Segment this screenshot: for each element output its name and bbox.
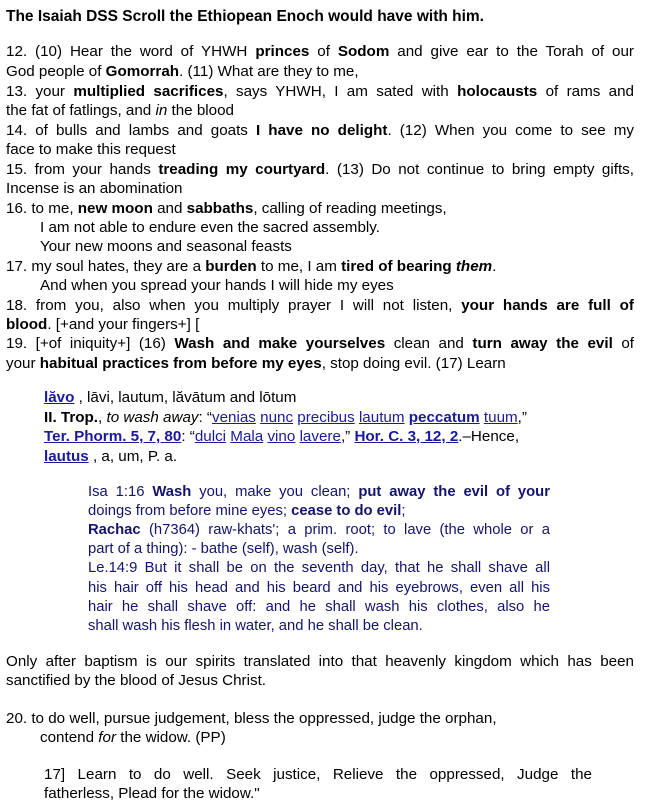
text: : “ [198, 409, 212, 426]
text: (h7364) raw-khats'; a prim. root; to lave (the whole or a [140, 522, 550, 538]
emphasis: princes [255, 43, 310, 60]
verse-line [6, 83, 634, 101]
text: and give ear to the Torah of our [389, 43, 634, 60]
document-title: The Isaiah DSS Scroll the Ethiopean Enoch would have with him. [6, 8, 484, 25]
emphasis: in [155, 102, 168, 119]
reference-link[interactable]: Hor. C. 3, 12, 2 [354, 428, 459, 445]
text: 17. my soul hates, they are a [6, 258, 206, 275]
commentary-line [88, 502, 406, 520]
verse-line: Incense is an abomination [6, 180, 183, 197]
emphasis: to wash away [106, 409, 199, 426]
emphasis: blood [6, 316, 48, 333]
verse-line [6, 335, 634, 353]
commentary-line: hair he shall shave off: and he shall wash his clothes, also he [88, 599, 550, 615]
commentary-line [88, 521, 550, 539]
text: your [6, 355, 40, 372]
paragraph-line: sanctified by the blood of Jesus Christ. [6, 672, 267, 689]
text: the widow. (PP) [116, 729, 226, 746]
emphasis: Wash and make yourselves [174, 335, 386, 352]
emphasis: turn away the evil [472, 335, 613, 352]
verse-line: Your new moons and seasonal feasts [40, 238, 292, 255]
word-link[interactable]: dulci [194, 428, 227, 445]
text: to me, I am [256, 258, 342, 275]
emphasis: new moon [77, 200, 153, 217]
emphasis: your hands are full of [461, 297, 634, 314]
text: God people of [6, 63, 106, 80]
text: , [98, 409, 107, 426]
text: , a, um, P. a. [88, 448, 178, 465]
emphasis: Rachac [88, 522, 141, 538]
text: , stop doing evil. (17) Learn [321, 355, 506, 372]
emphasis: treading my courtyard [158, 161, 326, 178]
verse-line [6, 200, 447, 218]
verse-line [6, 43, 634, 61]
verse-line [6, 258, 496, 276]
lautus-link[interactable]: lautus [44, 448, 89, 465]
text: .–Hence, [458, 428, 520, 445]
text: 14. of bulls and lambs and goats [6, 122, 256, 139]
text: of rams and [537, 83, 634, 100]
text: 18. from you, also when you multiply prayer I will not listen, [6, 297, 462, 314]
text: . (11) What are they to me, [179, 63, 359, 80]
commentary-line: his hair off his head and his beard and his eyebrows, even all his [88, 580, 550, 596]
verse-line [6, 355, 506, 373]
text: 15. from your hands [6, 161, 159, 178]
emphasis: Sodom [337, 43, 390, 60]
word-link[interactable]: nunc [260, 409, 294, 426]
emphasis: cease to do evil [291, 503, 402, 519]
emphasis: put away the evil of your [358, 484, 550, 500]
text: doings from before mine eyes; [88, 503, 292, 519]
word-link[interactable]: lautum [358, 409, 405, 426]
text: contend [40, 729, 99, 746]
emphasis: holocausts [457, 83, 538, 100]
quote-line: fatherless, Plead for the widow." [44, 785, 260, 802]
lexicon-headword-line [44, 389, 296, 407]
text: 16. to me, [6, 200, 78, 217]
text: the fat of fatlings, and [6, 102, 156, 119]
emphasis: tired of bearing [341, 258, 456, 275]
emphasis: Wash [152, 484, 192, 500]
text: . (13) Do not continue to bring empty gifts, [325, 161, 634, 178]
emphasis: sabbaths [186, 200, 254, 217]
verse-line: I am not able to endure even the sacred assembly. [40, 219, 380, 236]
word-link[interactable]: lavere [299, 428, 341, 445]
text: ,” [340, 428, 355, 445]
text: the blood [167, 102, 234, 119]
lexicon-line [44, 428, 519, 446]
commentary-line: Le.14:9 But it shall be on the seventh day, that he shall shave all [88, 560, 550, 576]
verse-line [6, 102, 234, 120]
emphasis: II. Trop. [44, 409, 99, 426]
text: 19. [+of iniquity+] (16) [6, 335, 175, 352]
verse-line [6, 63, 359, 81]
verse-line [6, 316, 199, 334]
headword-link[interactable]: lăvo [44, 389, 75, 406]
text: ,” [517, 409, 527, 426]
verse-line [6, 297, 634, 315]
emphasis: Gomorrah [105, 63, 180, 80]
commentary-line: part of a thing): - bathe (self), wash (self). [88, 541, 359, 557]
verse-line [40, 729, 226, 747]
emphasis: burden [205, 258, 257, 275]
paragraph-line: Only after baptism is our spirits translated into that heavenly kingdom which has been [6, 653, 634, 670]
text: , says YHWH, I am sated with [223, 83, 458, 100]
quote-line: 17] Learn to do well. Seek justice, Relieve the oppressed, Judge the [44, 766, 592, 783]
verse-line: face to make this request [6, 141, 176, 158]
verse-line: 20. to do well, pursue judgement, bless the oppressed, judge the orphan, [6, 710, 497, 727]
word-link[interactable]: peccatum [408, 409, 480, 426]
emphasis: them [455, 258, 493, 275]
commentary-line [88, 483, 550, 501]
verse-line [6, 161, 634, 179]
verse-line [6, 122, 634, 140]
text: ; [401, 503, 406, 519]
lexicon-line [44, 448, 177, 466]
emphasis: I have no delight [256, 122, 388, 139]
word-link[interactable]: precibus [297, 409, 355, 426]
word-link[interactable]: vino [267, 428, 296, 445]
text: 13. your [6, 83, 74, 100]
text: of [309, 43, 338, 60]
text: . [+and your fingers+] [ [47, 316, 200, 333]
emphasis: multiplied sacrifices [73, 83, 224, 100]
text: , calling of reading meetings, [253, 200, 447, 217]
emphasis: for [98, 729, 117, 746]
text: clean and [385, 335, 473, 352]
word-link[interactable]: venias [211, 409, 256, 426]
text: of [612, 335, 635, 352]
word-link[interactable]: tuum [483, 409, 518, 426]
emphasis: habitual practices from before my eyes [39, 355, 322, 372]
text: : “ [181, 428, 195, 445]
text: and [152, 200, 187, 217]
commentary-line: shall wash his flesh in water, and he shall be clean. [88, 618, 423, 634]
text: . (12) When you come to see my [387, 122, 634, 139]
text: , lāvi, lautum, lăvātum and lōtum [74, 389, 297, 406]
text: Isa 1:16 [88, 484, 153, 500]
verse-line: And when you spread your hands I will hide my eyes [40, 277, 394, 294]
word-link[interactable]: Mala [230, 428, 264, 445]
text: 12. (10) Hear the word of YHWH [6, 43, 256, 60]
text: you, make you clean; [191, 484, 359, 500]
lexicon-line [44, 409, 527, 427]
text: . [492, 258, 497, 275]
reference-link[interactable]: Ter. Phorm. 5, 7, 80 [44, 428, 182, 445]
